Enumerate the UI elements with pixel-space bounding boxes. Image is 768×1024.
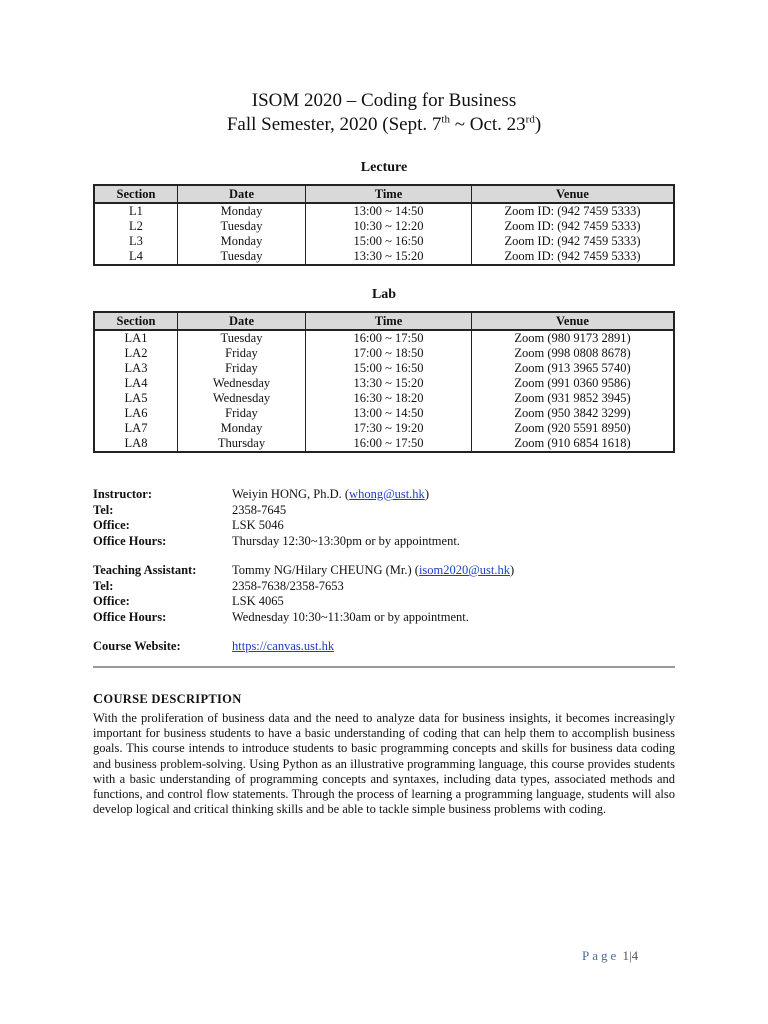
lecture-column-header: Date [178,185,306,203]
lab-column-header: Date [178,312,306,330]
cd-heading-rest: OURSE DESCRIPTION [103,692,242,706]
lab-table-cell: 17:00 ~ 18:50 [306,346,472,361]
lab-table-cell: Zoom (991 0360 9586) [472,376,675,391]
instructor-office-label: Office: [93,518,130,532]
instructor-tel-row [93,503,460,519]
lecture-table [93,184,675,266]
ta-hours-row [93,610,514,626]
lab-table-cell: LA3 [94,361,178,376]
lab-table-row [94,406,674,421]
lecture-table-cell: L3 [94,234,178,249]
lab-table-cell: Zoom (980 9173 2891) [472,330,675,346]
lab-table-cell: LA7 [94,421,178,436]
instructor-office-row [93,518,460,534]
lecture-table-cell: Tuesday [178,249,306,265]
ta-tel-label: Tel: [93,578,114,593]
lab-table-cell: Friday [178,346,306,361]
page-separator: | [629,948,632,963]
lecture-table-cell: Zoom ID: (942 7459 5333) [472,219,675,234]
lecture-table-cell: L4 [94,249,178,265]
lab-table-row [94,346,674,361]
lab-table-cell: Tuesday [178,330,306,346]
title-line-2-mid: ~ Oct. 23 [449,114,526,135]
course-description-heading [93,692,242,708]
lab-table-cell: LA6 [94,406,178,421]
instructor-email-link[interactable]: whong@ust.hk [349,487,425,501]
lab-table-cell: Zoom (920 5591 8950) [472,421,675,436]
lecture-table-cell: 15:00 ~ 16:50 [306,234,472,249]
lab-column-header: Time [306,312,472,330]
title-line-2-pre: Fall Semester, 2020 (Sept. 7 [226,114,442,135]
ta-tel-row [93,579,514,595]
lecture-table-row [94,234,674,249]
course-website-link[interactable]: https://canvas.ust.hk [232,639,335,653]
lecture-table-row [94,249,674,265]
ta-office-row [93,594,514,610]
ta-office: LSK 4065 [232,594,284,608]
instructor-hours-label: Office Hours: [93,533,167,548]
lab-table-cell: Monday [178,421,306,436]
ta-name: Tommy NG/Hilary CHEUNG (Mr.) ( [232,563,419,577]
page-footer [582,948,638,964]
lab-table-cell: Thursday [178,436,306,452]
lab-heading: Lab [371,287,397,302]
instructor-name: Weiyin HONG, Ph.D. ( [232,487,350,501]
lecture-table-cell: L1 [94,203,178,219]
ta-hours: Wednesday 10:30~11:30am or by appointment. [232,609,469,624]
lab-table-cell: Zoom (913 3965 5740) [472,361,675,376]
instructor-tel-label: Tel: [93,502,114,517]
instructor-close: ) [424,487,429,501]
lab-table-cell: LA4 [94,376,178,391]
lecture-table-cell: L2 [94,219,178,234]
lecture-column-header: Time [306,185,472,203]
title-sup-rd: rd [525,113,535,126]
instructor-tel: 2358-7645 [232,502,287,517]
lab-table-row [94,436,674,452]
lecture-body [94,203,674,265]
lab-table-cell: 13:00 ~ 14:50 [306,406,472,421]
ta-tel: 2358-7638/2358-7653 [232,578,344,593]
lecture-heading: Lecture [360,160,408,175]
page-total: 4 [631,948,639,963]
instructor-value [232,487,460,503]
lecture-table-cell: Monday [178,234,306,249]
lecture-table-cell: Monday [178,203,306,219]
lecture-table-row [94,219,674,234]
lab-body [94,330,674,452]
lecture-column-header: Section [94,185,178,203]
lecture-table-cell: 10:30 ~ 12:20 [306,219,472,234]
document-subtitle [0,112,768,138]
section-divider [93,666,675,668]
website-value [232,639,334,655]
ta-office-label: Office: [93,594,130,608]
lab-table-cell: LA1 [94,330,178,346]
lecture-table-cell: 13:30 ~ 15:20 [306,249,472,265]
lab-table-row [94,361,674,376]
lab-table-cell: Zoom (950 3842 3299) [472,406,675,421]
ta-value [232,563,514,579]
ta-hours-label: Office Hours: [93,609,167,624]
lab-table-cell: Zoom (910 6854 1618) [472,436,675,452]
ta-email-link[interactable]: isom2020@ust.hk [418,563,510,577]
lab-table-row [94,391,674,406]
lecture-column-header: Venue [472,185,675,203]
ta-block [93,563,514,625]
lab-table-cell: 15:00 ~ 16:50 [306,361,472,376]
instructor-hours-row [93,534,460,550]
instructor-label: Instructor: [93,487,153,501]
lab-table-row [94,330,674,346]
lab-table-cell: LA5 [94,391,178,406]
lab-table [93,311,675,453]
lab-table-cell: LA2 [94,346,178,361]
page-word: Page [582,948,620,963]
lab-table-cell: 17:30 ~ 19:20 [306,421,472,436]
document-title [0,88,768,114]
lecture-table-cell: Zoom ID: (942 7459 5333) [472,234,675,249]
lab-table-cell: Zoom (931 9852 3945) [472,391,675,406]
ta-close: ) [510,563,515,577]
instructor-block [93,487,460,549]
ta-label: Teaching Assistant: [93,563,197,577]
lecture-table-cell: 13:00 ~ 14:50 [306,203,472,219]
course-description-body: With the proliferation of business data and the need to analyze data for business insights, it becomes increasingly important for business students to have a basic understanding of coding that can help them to accomplish business goals. This course intends to introduce students to basic programming concepts and skills for business data coding and business problem-solving. Using Python as an illustrative programming language, this course provides students with a basic understanding of programming concepts and syntaxes, including data types, associated methods and functions, and control flow statements. Through the process of learning a programming language, students will also develop logical and critical thinking skills and be able to tackle simple business problems with coding. [93,711,675,817]
ta-row [93,563,514,579]
lecture-table-cell: Zoom ID: (942 7459 5333) [472,203,675,219]
instructor-row [93,487,460,503]
cd-heading-first: C [93,692,104,707]
lecture-table-row [94,203,674,219]
lab-table-row [94,376,674,391]
lab-table-cell: Friday [178,361,306,376]
lecture-header-row [94,185,674,203]
instructor-office: LSK 5046 [232,518,284,532]
title-line-2-post: ) [534,114,542,135]
lab-column-header: Section [94,312,178,330]
lab-header-row [94,312,674,330]
website-row [93,639,334,655]
lab-table-cell: Wednesday [178,391,306,406]
lab-column-header: Venue [472,312,675,330]
website-label: Course Website: [93,639,181,653]
lab-table-cell: 16:30 ~ 18:20 [306,391,472,406]
lab-table-cell: LA8 [94,436,178,452]
title-sup-th: th [441,113,450,126]
lab-table-cell: 16:00 ~ 17:50 [306,436,472,452]
lab-table-cell: Zoom (998 0808 8678) [472,346,675,361]
lecture-table-cell: Tuesday [178,219,306,234]
instructor-hours: Thursday 12:30~13:30pm or by appointment. [232,533,460,548]
lab-table-cell: Friday [178,406,306,421]
page-number: 1 [622,948,630,963]
lab-table-cell: Wednesday [178,376,306,391]
lab-table-row [94,421,674,436]
title-line-1: ISOM 2020 – Coding for Business [251,90,517,111]
lab-table-cell: 13:30 ~ 15:20 [306,376,472,391]
website-block [93,639,334,655]
lecture-table-cell: Zoom ID: (942 7459 5333) [472,249,675,265]
lab-table-cell: 16:00 ~ 17:50 [306,330,472,346]
